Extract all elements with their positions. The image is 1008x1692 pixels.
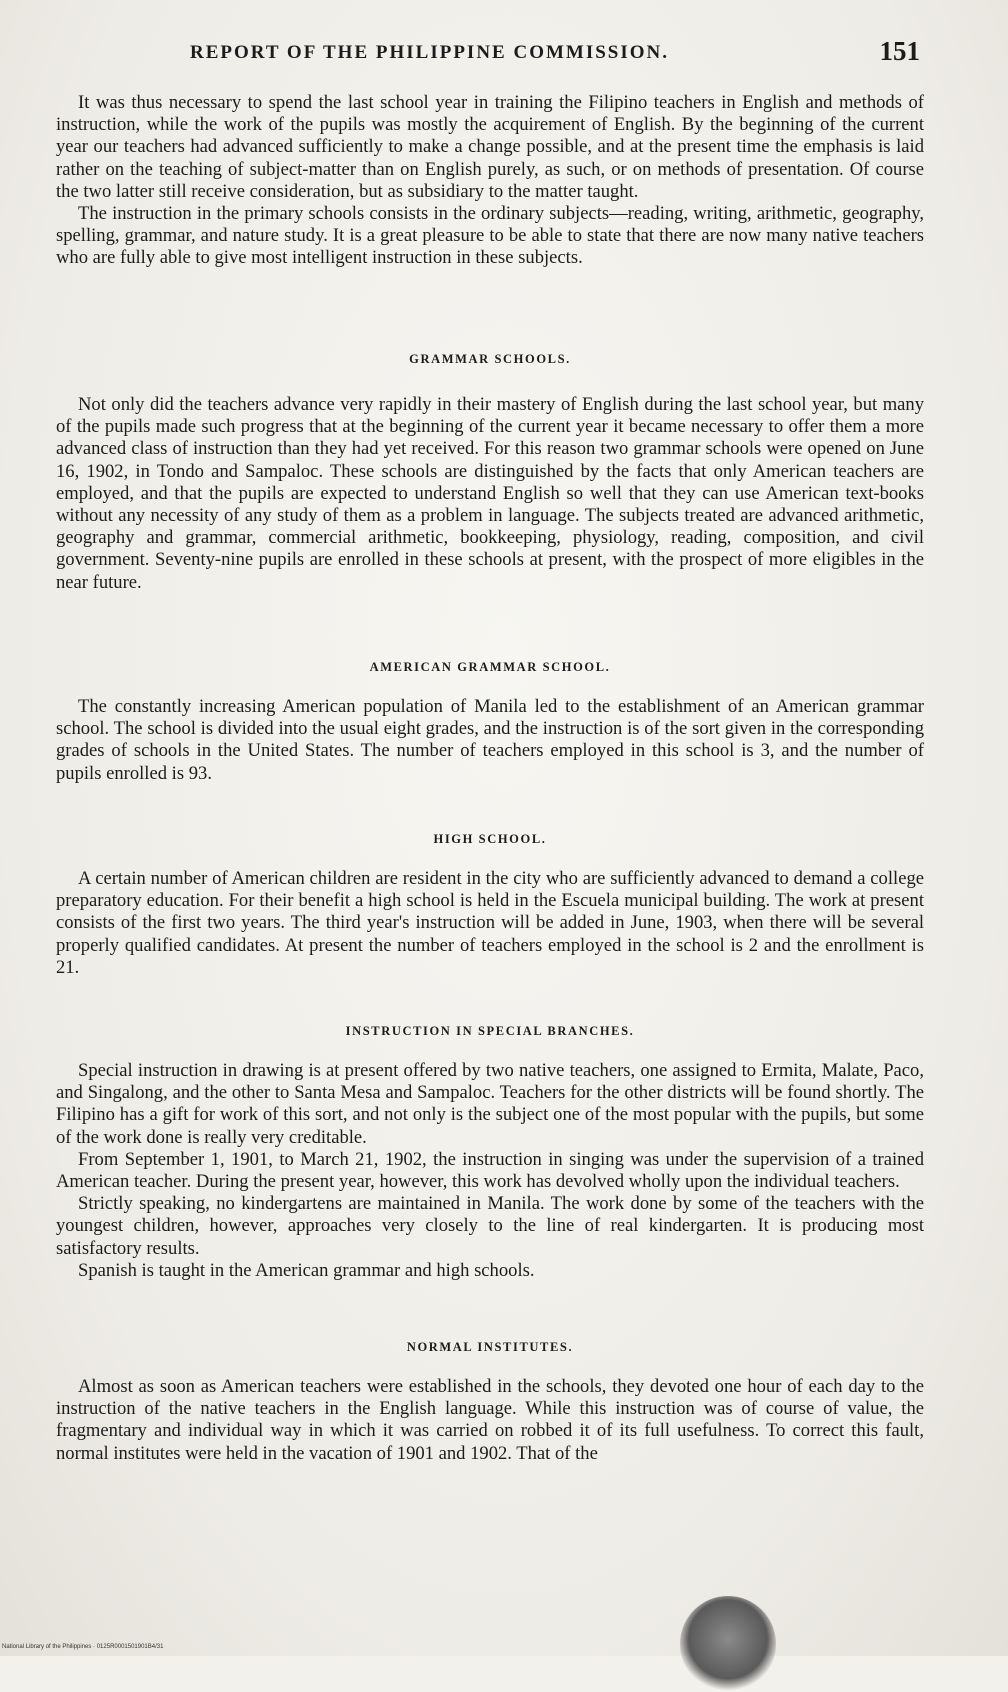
paragraph: Spanish is taught in the American grammar and high schools. (78, 1259, 535, 1281)
paragraph: A certain number of American children are resident in the city who are sufficiently advanced to demand a college preparatory education. For their benefit a high school is held in the Escuela municipal building. The work at present consists of the first two years. The third year's instruction will be added in June, 1903, when there will be several properly qualified candidates. At present the number of teachers employed in the school is 2 and the enrollment is 21. (56, 868, 924, 978)
paragraph: Strictly speaking, no kindergartens are maintained in Manila. The work done by some of the teachers with the youngest children, however, approaches very closely to the line of real kindergarten. It is producing most satisfactory results. (56, 1193, 924, 1259)
running-header (190, 36, 920, 72)
normal-institutes-section (56, 1376, 924, 1465)
grammar-schools-section (56, 394, 924, 594)
library-credit: National Library of the Philippines · 0125R0001501901B4/31 (2, 1644, 164, 1650)
paragraph: The constantly increasing American population of Manila led to the establishment of an American grammar school. The school is divided into the usual eight grades, and the instruction is of the sort given in the corresponding grades of schools in the United States. The number of teachers employed in this school is 3, and the number of pupils enrolled is 93. (56, 696, 924, 784)
special-branches-section (56, 1060, 924, 1282)
paragraph: Not only did the teachers advance very rapidly in their mastery of English during the last school year, but many of the pupils made such progress that at the beginning of the current year it became necessary to offer them a more advanced class of instruction than they had yet received. For this reason two grammar schools were opened on June 16, 1902, in Tondo and Sampaloc. These schools are distinguished by the facts that only American teachers are employed, and that the pupils are expected to understand English so well that they can use American text-books without any necessity of any study of them as a problem in language. The subjects treated are advanced arithmetic, geography and grammar, commercial arithmetic, bookkeeping, physiology, reading, composition, and civil government. Seventy-nine pupils are enrolled in these schools at present, with the prospect of more eligibles in the near future. (56, 394, 924, 593)
paragraph: It was thus necessary to spend the last school year in training the Filipino teachers in English and methods of instruction, while the work of the pupils was mostly the acquirement of English. By the beginning of the current year our teachers had advanced sufficiently to make a change possible, and at the present time the emphasis is laid rather on the teaching of subject-matter than on English purely, as such, or on methods of presentation. Of course the two latter still receive consideration, but as subsidiary to the matter taught. (56, 92, 924, 202)
scanner-thumb-shadow (680, 1596, 776, 1692)
paragraph: The instruction in the primary schools consists in the ordinary subjects—reading, writing, arithmetic, geography, spelling, grammar, and nature study. It is a great pleasure to be able to state that there are now many native teachers who are fully able to give most intelligent instruction in these subjects. (56, 203, 924, 269)
intro-section (56, 92, 924, 270)
paragraph: From September 1, 1901, to March 21, 1902, the instruction in singing was under the supervision of a trained American teacher. During the present year, however, this work has devolved wholly upon the individual teachers. (56, 1148, 924, 1193)
section-heading-normal-institutes: NORMAL INSTITUTES. (406, 1340, 574, 1354)
paragraph: Almost as soon as American teachers were established in the schools, they devoted one hour of each day to the instruction of the native teachers in the English language. While this instruction was of course of value, the fragmentary and individual way in which it was carried on robbed it of its full usefulness. To correct this fault, normal institutes were held in the vacation of 1901 and 1902. That of the (56, 1376, 924, 1464)
section-heading-american-grammar-school: AMERICAN GRAMMAR SCHOOL. (369, 660, 611, 674)
section-heading-high-school: HIGH SCHOOL. (433, 832, 547, 846)
american-grammar-school-section (56, 696, 924, 785)
section-heading-grammar-schools: GRAMMAR SCHOOLS. (409, 352, 571, 366)
report-title: REPORT OF THE PHILIPPINE COMMISSION. (190, 42, 670, 63)
page-number: 151 (879, 36, 920, 66)
paragraph: Special instruction in drawing is at present offered by two native teachers, one assigned to Ermita, Malate, Paco, and Singalong, and the other to Santa Mesa and Sampaloc. Teachers for the other districts will be found shortly. The Filipino has a gift for work of this sort, and not only is the subject one of the most popular with the pupils, but some of the work done is really very creditable. (56, 1060, 924, 1148)
high-school-section (56, 868, 924, 979)
section-heading-special-branches: INSTRUCTION IN SPECIAL BRANCHES. (345, 1024, 635, 1038)
